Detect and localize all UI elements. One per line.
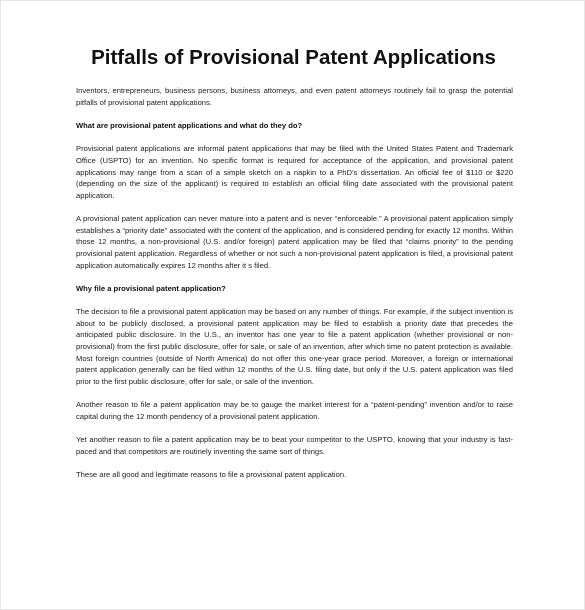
paragraph-priority-date: A provisional patent application can never mature into a patent and is never “enforceable.” A provisional patent application simply establishes a “priority date” associated with the content of the application, and is considered pending for exactly 12 months. Within those 12 months, a non-provisional (U.S. and/or foreign) patent application may be filed that “claims priority” to the pending provisional patent application. Regardless of whether or not such a non-provisional patent application is filed, a provisional patent application automatically expires 12 months after it s filed. [76,214,513,270]
paragraph-reasons-disclosure: The decision to file a provisional patent application may be based on any number of things. For example, if the subject invention is about to be publicly disclosed, a provisional patent application may be filed to establish a priority date that precedes the anticipated public disclosure. In the U.S., an inventor has one year to file a patent application (whether provisional or non-provisional) from the first public disclosure, offer for sale, or sale of an invention, after which time no patent protection is available. Most foreign countries (outside of North America) do not offer this one-year grace period. Moreover, a foreign or international patent application generally can be filed within 12 months of the U.S. filing date, but only if the U.S. patent application was filed prior to the first public disclosure, offer for sale, or sale of the invention. [76,307,513,386]
section-heading-what: What are provisional patent applications and what do they do? [76,120,303,130]
document-body [76,85,513,493]
paragraph-reasons-competitor: Yet another reason to file a patent application may be to beat your competitor to the USPTO, knowing that your industry is fast-paced and that competitors are routinely inventing the same sort of things. [76,435,513,456]
paragraph-reasons-market: Another reason to file a patent application may be to gauge the market interest for a “patent-pending” invention and/or to raise capital during the 12 month pendency of a provisional patent application. [76,400,513,421]
intro-paragraph: Inventors, entrepreneurs, business persons, business attorneys, and even patent attorneys routinely fail to grasp the potential pitfalls of provisional patent applications. [76,86,513,107]
paragraph-conclusion: These are all good and legitimate reasons to file a provisional patent application. [76,470,347,480]
page-title: Pitfalls of Provisional Patent Applications [91,46,496,69]
section-heading-why: Why file a provisional patent application? [76,283,226,293]
paragraph-definition: Provisional patent applications are informal patent applications that may be filed with the United States Patent and Trademark Office (USPTO) for an invention. No specific format is required for acceptance of the application, and provisional patent applications may range from a scan of a simple sketch on a napkin to a PhD’s dissertation. An official fee of $110 or $220 (depending on the size of the applicant) is required to establish an official filing date associated with the provisional patent application. [76,144,513,200]
